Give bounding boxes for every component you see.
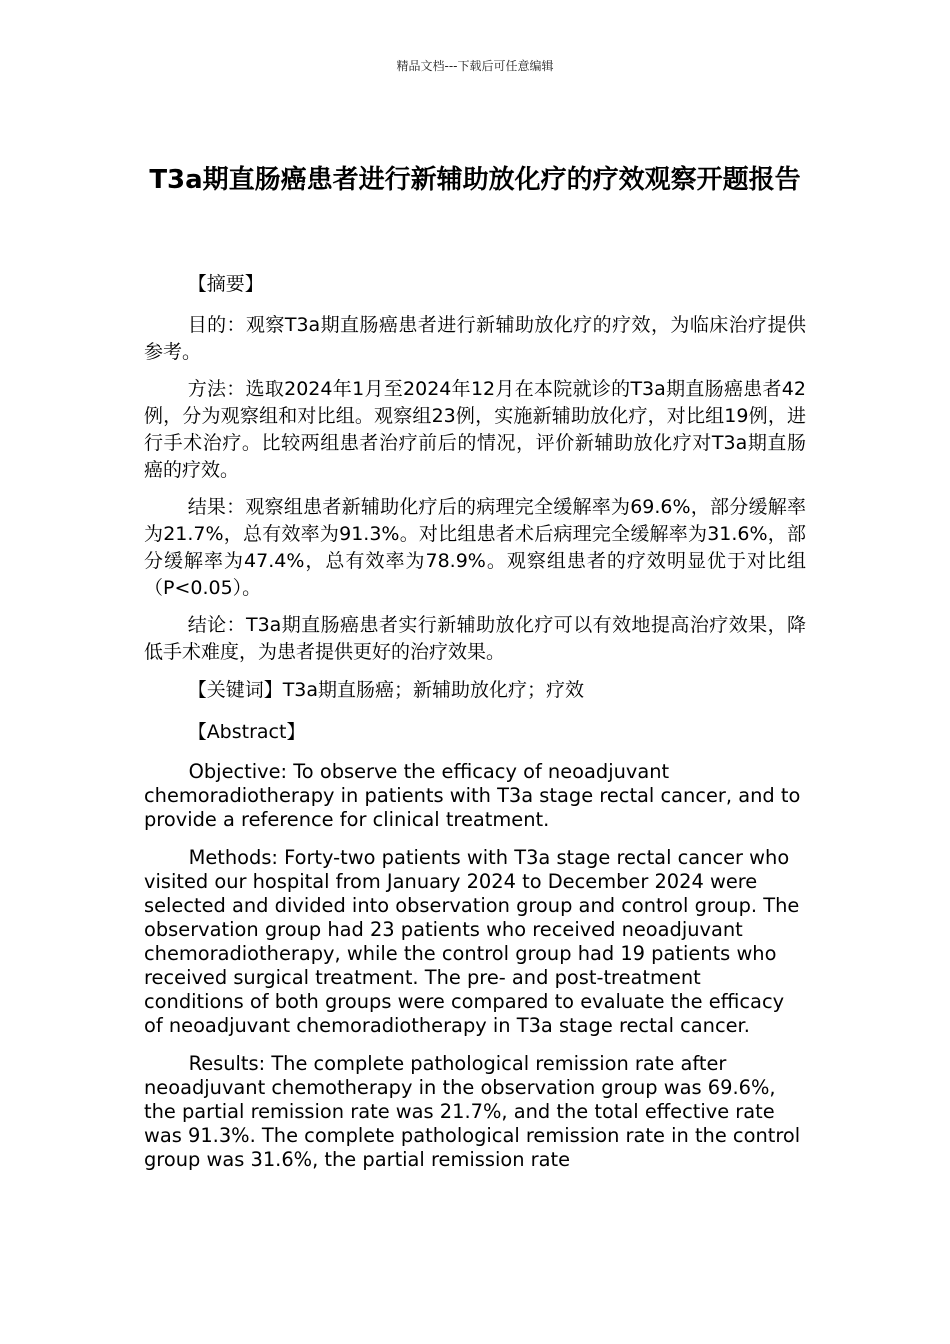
abstract-en-heading: 【Abstract】 [187,721,306,743]
keywords-zh: 【关键词】T3a期直肠癌；新辅助放化疗；疗效 [187,679,585,701]
abstract-zh-objective: 目的：观察T3a期直肠癌患者进行新辅助放化疗的疗效，为临床治疗提供参考。 [144,314,806,363]
abstract-zh-results: 结果：观察组患者新辅助化疗后的病理完全缓解率为69.6%，部分缓解率为21.7%，总有效率为91.3%。对比组患者术后病理完全缓解率为31.6%，部分缓解率为47.4%，总有效率为78.9%。观察组患者的疗效明显优于对比组（P<0.05）。 [144,496,806,599]
document-body [144,270,806,1186]
abstract-zh-methods: 方法：选取2024年1月至2024年12月在本院就诊的T3a期直肠癌患者42例，分为观察组和对比组。观察组23例，实施新辅助放化疗，对比组19例，进行手术治疗。比较两组患者治疗前后的情况，评价新辅助放化疗对T3a期直肠癌的疗效。 [144,378,806,481]
abstract-en-methods: Methods: Forty-two patients with T3a stage rectal cancer who visited our hospital from January 2024 to December 2024 were selected and divided into observation group and control group. The observation group had 23 patients who received neoadjuvant chemoradiotherapy, while the control group had 19 patients who received surgical treatment. The pre- and post-treatment conditions of both groups were compared to evaluate the efficacy of neoadjuvant chemoradiotherapy in T3a stage rectal cancer. [144,846,800,1037]
abstract-en-objective: Objective: To observe the efficacy of neoadjuvant chemoradiotherapy in patients with T3a stage rectal cancer, and to provide a reference for clinical treatment. [144,760,801,831]
abstract-zh-conclusion: 结论：T3a期直肠癌患者实行新辅助放化疗可以有效地提高治疗效果，降低手术难度，为患者提供更好的治疗效果。 [144,614,806,663]
header-note: 精品文档---下载后可任意编辑 [396,59,554,73]
abstract-en-results: Results: The complete pathological remission rate after neoadjuvant chemotherapy in the observation group was 69.6%, the partial remission rate was 21.7%, and the total effective rate was 91.3%. The complete pathological remission rate in the control group was 31.6%, the partial remission rate [144,1052,801,1171]
page-title: T3a期直肠癌患者进行新辅助放化疗的疗效观察开题报告 [149,165,801,196]
abstract-zh-heading: 【摘要】 [187,273,264,295]
